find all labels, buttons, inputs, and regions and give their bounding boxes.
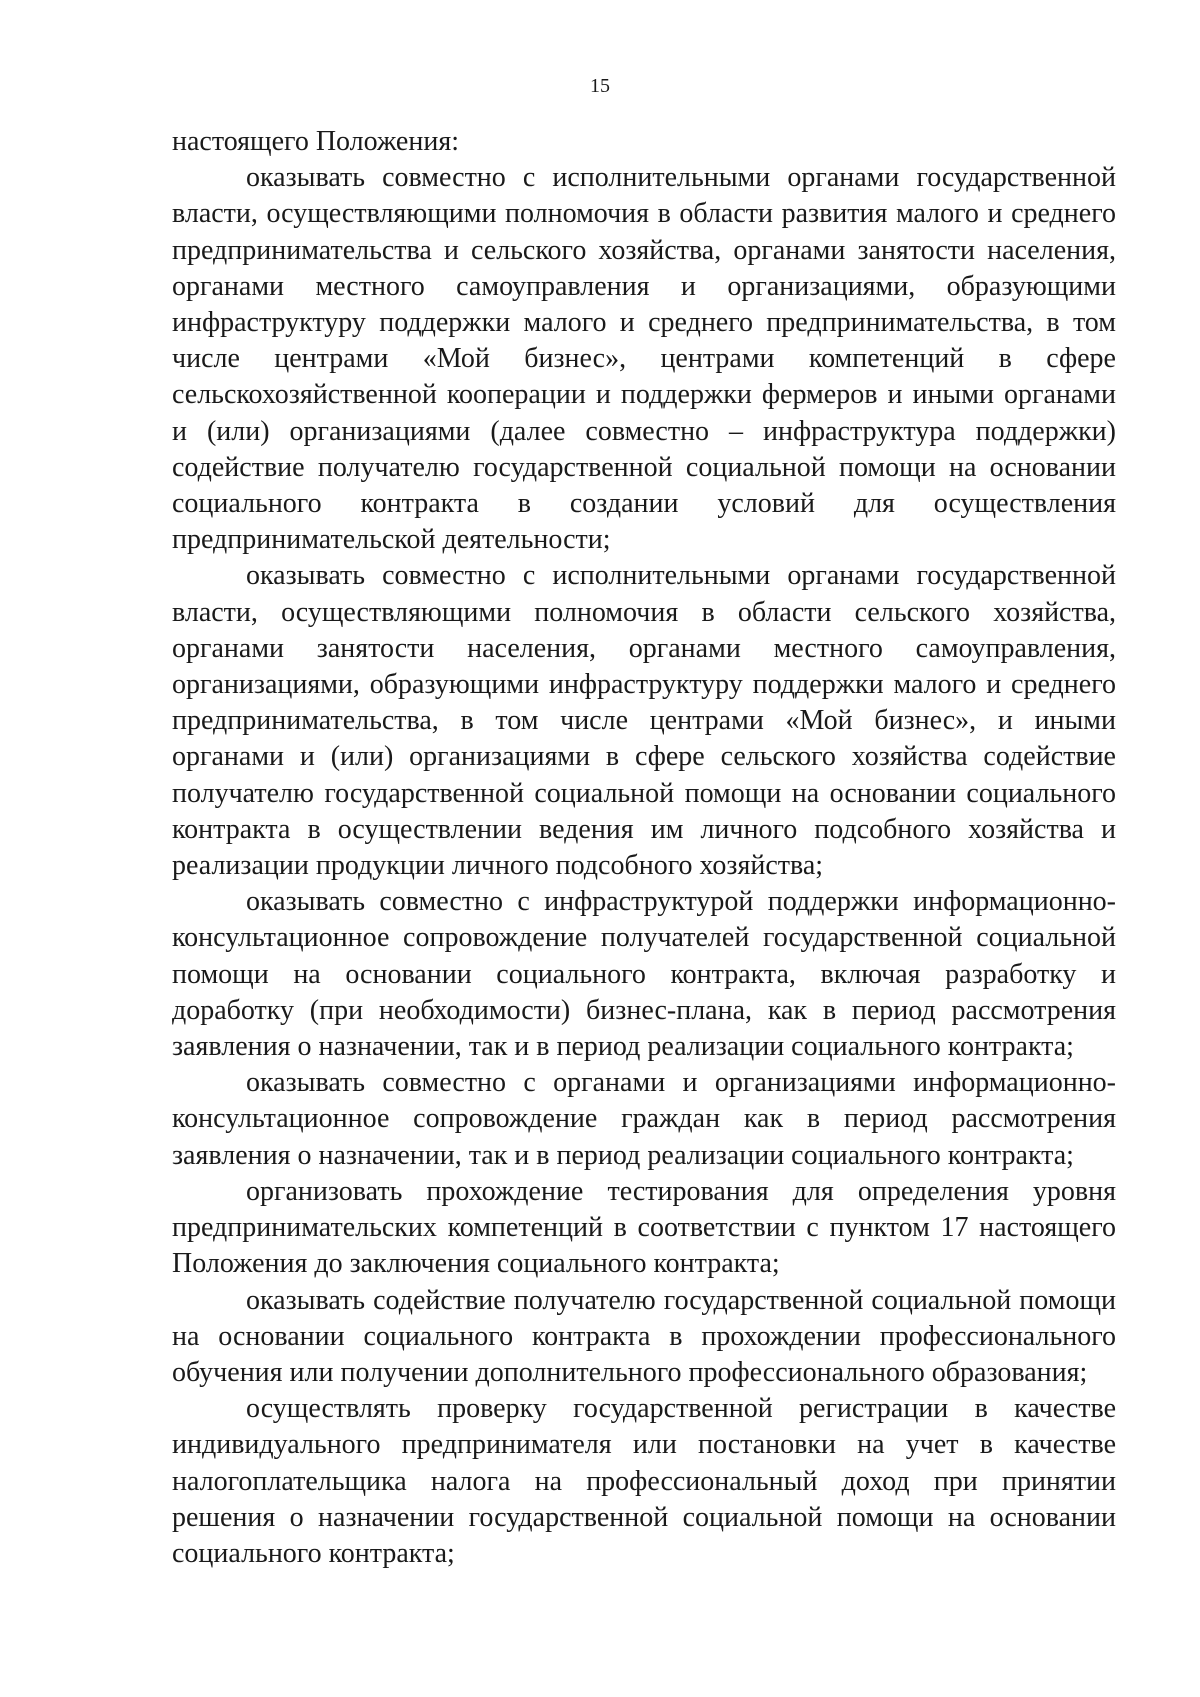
paragraph-continuation: настоящего Положения:: [172, 126, 459, 157]
paragraph-consulting-recipients: оказывать совместно с инфраструктурой поддержки информационно-консультационное сопровождение получателей государственной социальной помощи на основании социального контракта, включая разработку и доработку (при необходимости) бизнес-плана, как в период рассмотрения заявления о назначении, так и в период реализации социального контракта;: [172, 886, 1116, 1063]
paragraph-consulting-citizens: оказывать совместно с органами и организациями информационно-консультационное сопровождение граждан как в период рассмотрения заявления о назначении, так и в период реализации социального контракта;: [172, 1067, 1116, 1171]
document-body: [172, 124, 1116, 1572]
page-number: 15: [590, 75, 610, 97]
paragraph-business-support: оказывать совместно с исполнительными органами государственной власти, осуществляющими полномочия в области развития малого и среднего предпринимательства и сельского хозяйства, органами занятости населения, органами местного самоуправления и организациями, образующими инфраструктуру поддержки малого и среднего предпринимательства, в том числе центрами «Мой бизнес», центрами компетенций в сфере сельскохозяйственной кооперации и поддержки фермеров и иными органами и (или) организациями (далее совместно – инфраструктура поддержки) содействие получателю государственной социальной помощи на основании социального контракта в создании условий для осуществления предпринимательской деятельности;: [172, 162, 1116, 556]
paragraph-testing: организовать прохождение тестирования для определения уровня предпринимательских компетенций в соответствии с пунктом 17 настоящего Положения до заключения социального контракта;: [172, 1175, 1116, 1280]
paragraph-training: оказывать содействие получателю государственной социальной помощи на основании социального контракта в прохождении профессионального обучения или получении дополнительного профессионального образования;: [172, 1284, 1116, 1388]
paragraph-registration-check: осуществлять проверку государственной регистрации в качестве индивидуального предпринимателя или постановки на учет в качестве налогоплательщика налога на профессиональный доход при принятии решения о назначении государственной социальной помощи на основании социального контракта;: [172, 1393, 1116, 1569]
paragraph-farm-support: оказывать совместно с исполнительными органами государственной власти, осуществляющими полномочия в области сельского хозяйства, органами занятости населения, органами местного самоуправления, организациями, образующими инфраструктуру поддержки малого и среднего предпринимательства, в том числе центрами «Мой бизнес», и иными органами и (или) организациями в сфере сельского хозяйства содействие получателю государственной социальной помощи на основании социального контракта в осуществлении ведения им личного подсобного хозяйства и реализации продукции личного подсобного хозяйства;: [172, 560, 1116, 882]
